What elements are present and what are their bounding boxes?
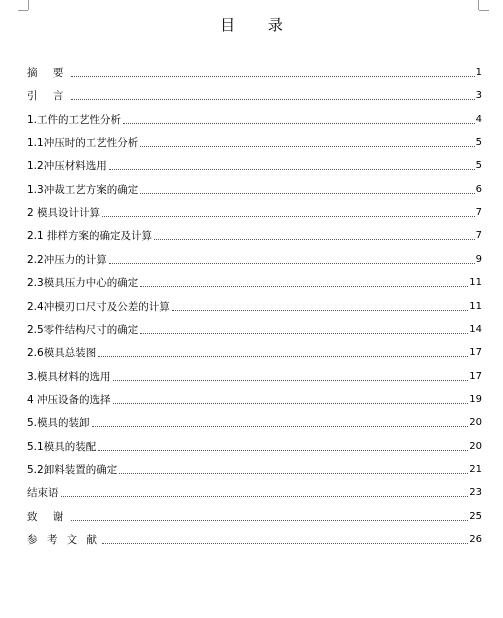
toc-entry[interactable] <box>27 531 482 547</box>
toc-entry-label: 致 谢 <box>27 510 70 523</box>
toc-entry-label: 1.工件的工艺性分析 <box>27 113 122 126</box>
toc-entry[interactable] <box>27 391 482 407</box>
toc-entry-page-number: 9 <box>475 253 482 265</box>
toc-entry[interactable] <box>27 87 482 103</box>
toc-title: 目 录 <box>220 16 297 34</box>
toc-entry[interactable] <box>27 157 482 173</box>
toc-entry-label: 参 考 文 献 <box>27 534 101 546</box>
toc-dot-leader <box>113 403 469 404</box>
toc-entry-label: 3.模具材料的选用 <box>27 370 111 383</box>
toc-entry-page-number: 25 <box>469 510 482 522</box>
toc-entry-label: 1.2冲压材料选用 <box>27 160 107 173</box>
toc-entry[interactable] <box>27 298 482 314</box>
toc-entry[interactable] <box>27 274 482 290</box>
toc-entry[interactable] <box>27 134 482 150</box>
toc-entry-page-number: 23 <box>469 487 482 499</box>
toc-entry-page-number: 7 <box>475 230 482 242</box>
toc-entry[interactable] <box>27 111 482 127</box>
toc-entry-label: 2.5零件结构尺寸的确定 <box>27 323 139 336</box>
crop-mark-top-left-horizontal <box>18 10 28 11</box>
toc-dot-leader <box>140 333 468 334</box>
toc-entry[interactable] <box>27 461 482 477</box>
toc-entry-page-number: 11 <box>469 300 482 312</box>
crop-mark-top-left <box>28 0 29 10</box>
toc-dot-leader <box>119 473 468 474</box>
toc-dot-leader <box>98 356 468 357</box>
toc-entry-label: 结束语 <box>27 487 59 500</box>
toc-entry-label: 摘 要 <box>27 67 70 79</box>
toc-entry[interactable] <box>27 484 482 500</box>
toc-dot-leader <box>71 99 474 100</box>
toc-dot-leader <box>102 543 468 544</box>
toc-dot-leader <box>140 146 474 147</box>
toc-entry-label: 2 模具设计计算 <box>27 207 101 220</box>
toc-entry[interactable] <box>27 64 482 80</box>
toc-dot-leader <box>109 169 475 170</box>
crop-mark-top-right-horizontal <box>479 10 489 11</box>
toc-entry-page-number: 1 <box>475 67 482 78</box>
toc-entry[interactable] <box>27 344 482 360</box>
toc-entry[interactable] <box>27 321 482 337</box>
toc-entry-page-number: 20 <box>469 440 482 452</box>
toc-entry-label: 1.1冲压时的工艺性分析 <box>27 137 139 150</box>
toc-dot-leader <box>102 216 475 217</box>
toc-entry[interactable] <box>27 204 482 220</box>
toc-dot-leader <box>109 263 475 264</box>
toc-dot-leader <box>92 426 469 427</box>
toc-entry[interactable] <box>27 438 482 454</box>
toc-entry-page-number: 4 <box>475 113 482 125</box>
toc-dot-leader <box>172 310 469 311</box>
toc-entry-page-number: 14 <box>469 323 482 335</box>
toc-entry[interactable] <box>27 227 482 243</box>
toc-entry-label: 2.4冲模刃口尺寸及公差的计算 <box>27 300 170 313</box>
toc-entry-page-number: 21 <box>469 463 482 475</box>
toc-entry[interactable] <box>27 414 482 430</box>
toc-entry-page-number: 17 <box>469 347 482 359</box>
toc-entry-label: 2.2冲压力的计算 <box>27 253 107 266</box>
toc-entry-page-number: 5 <box>475 137 482 149</box>
toc-dot-leader <box>140 286 468 287</box>
toc-dot-leader <box>71 520 468 521</box>
toc-entry[interactable] <box>27 181 482 197</box>
toc-dot-leader <box>113 380 469 381</box>
toc-entry-label: 4 冲压设备的选择 <box>27 393 111 406</box>
toc-dot-leader <box>154 239 475 240</box>
toc-dot-leader <box>140 193 474 194</box>
toc-entry-page-number: 19 <box>469 393 482 405</box>
toc-entry-label: 2.3模具压力中心的确定 <box>27 277 139 290</box>
toc-entry[interactable] <box>27 251 482 267</box>
toc-dot-leader <box>71 76 474 77</box>
toc-entry-page-number: 7 <box>475 207 482 219</box>
toc-entry-page-number: 5 <box>475 160 482 172</box>
toc-entry-label: 5.2卸料装置的确定 <box>27 463 118 476</box>
toc-entry-label: 5.1模具的装配 <box>27 440 97 453</box>
toc-entry-page-number: 26 <box>469 534 482 545</box>
toc-dot-leader <box>123 123 475 124</box>
toc-entry-page-number: 11 <box>469 277 482 289</box>
toc-entry-page-number: 20 <box>469 417 482 429</box>
toc-entry-label: 1.3冲裁工艺方案的确定 <box>27 183 139 196</box>
toc-entry-page-number: 6 <box>475 183 482 195</box>
toc-entry-label: 2.1 排样方案的确定及计算 <box>27 230 153 243</box>
toc-entry[interactable] <box>27 508 482 524</box>
toc-entry-label: 2.6模具总装图 <box>27 347 97 360</box>
toc-dot-leader <box>98 450 468 451</box>
toc-entry-page-number: 17 <box>469 370 482 382</box>
toc-dot-leader <box>61 496 469 497</box>
toc-entry-label: 5.模具的装卸 <box>27 417 90 430</box>
toc-entry-label: 引 言 <box>27 90 70 103</box>
toc-entry-page-number: 3 <box>475 90 482 102</box>
crop-mark-top-right <box>478 0 479 10</box>
toc-entry[interactable] <box>27 368 482 384</box>
